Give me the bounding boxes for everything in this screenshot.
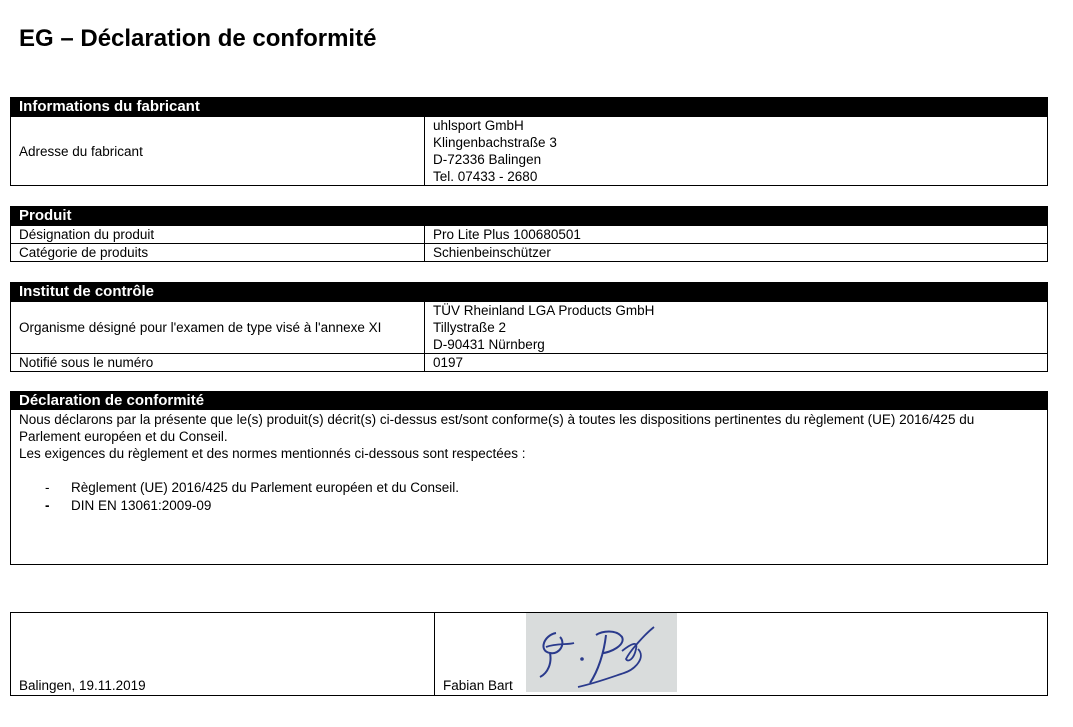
list-item-text: Règlement (UE) 2016/425 du Parlement européen et du Conseil. — [71, 480, 459, 495]
manufacturer-header: Informations du fabricant — [10, 97, 1048, 116]
product-category-value: Schienbeinschützer — [425, 244, 1048, 262]
notified-body-label: Organisme désigné pour l'examen de type visé à l'annexe XI — [11, 302, 425, 354]
manufacturer-section — [10, 97, 1048, 186]
list-item — [19, 479, 1039, 497]
document-title: EG – Déclaration de conformité — [19, 25, 377, 52]
institute-header: Institut de contrôle — [10, 282, 1048, 301]
handwritten-signature-image — [526, 613, 677, 692]
list-bullet: - — [45, 498, 50, 513]
declaration-paragraph: Les exigences du règlement et des normes mentionnés ci-dessous sont respectées : — [19, 446, 526, 461]
signatory-name: Fabian Bart — [443, 678, 513, 693]
product-table — [10, 225, 1048, 262]
product-designation-label: Désignation du produit — [11, 226, 425, 244]
standards-list — [19, 479, 1039, 515]
address-value — [425, 117, 1048, 186]
notified-number-value: 0197 — [425, 354, 1048, 372]
product-section — [10, 206, 1048, 262]
table-row — [11, 244, 1048, 262]
declaration-paragraph: Nous déclarons par la présente que le(s) produit(s) décrit(s) ci-dessus est/sont conforme(s) à toutes les dispositions pertinentes du règlement (UE) 2016/425 du Parlement européen et du Conseil. — [19, 412, 975, 444]
notified-body-line: Tillystraße 2 — [433, 320, 507, 335]
product-category-label: Catégorie de produits — [11, 244, 425, 262]
signature-table — [10, 612, 1048, 696]
institute-table — [10, 301, 1048, 372]
address-label: Adresse du fabricant — [11, 117, 425, 186]
address-line: Klingenbachstraße 3 — [433, 135, 557, 150]
table-row — [11, 354, 1048, 372]
declaration-header: Déclaration de conformité — [10, 391, 1048, 410]
list-bullet: - — [45, 480, 50, 495]
notified-number-label: Notifié sous le numéro — [11, 354, 425, 372]
place-date: Balingen, 19.11.2019 — [11, 613, 435, 696]
product-header: Produit — [10, 206, 1048, 225]
notified-body-value — [425, 302, 1048, 354]
table-row — [11, 302, 1048, 354]
declaration-section — [10, 391, 1048, 565]
address-line: uhlsport GmbH — [433, 118, 524, 133]
manufacturer-table — [10, 116, 1048, 186]
address-line: Tel. 07433 - 2680 — [433, 169, 538, 184]
institute-section — [10, 282, 1048, 372]
declaration-body — [10, 410, 1048, 565]
signature-section — [10, 612, 1048, 696]
notified-body-line: TÜV Rheinland LGA Products GmbH — [433, 303, 655, 318]
list-item — [19, 497, 1039, 515]
notified-body-line: D-90431 Nürnberg — [433, 337, 545, 352]
table-row — [11, 226, 1048, 244]
signatory-cell — [435, 613, 1048, 696]
product-designation-value: Pro Lite Plus 100680501 — [425, 226, 1048, 244]
list-item-text: DIN EN 13061:2009-09 — [71, 498, 212, 513]
address-line: D-72336 Balingen — [433, 152, 542, 167]
